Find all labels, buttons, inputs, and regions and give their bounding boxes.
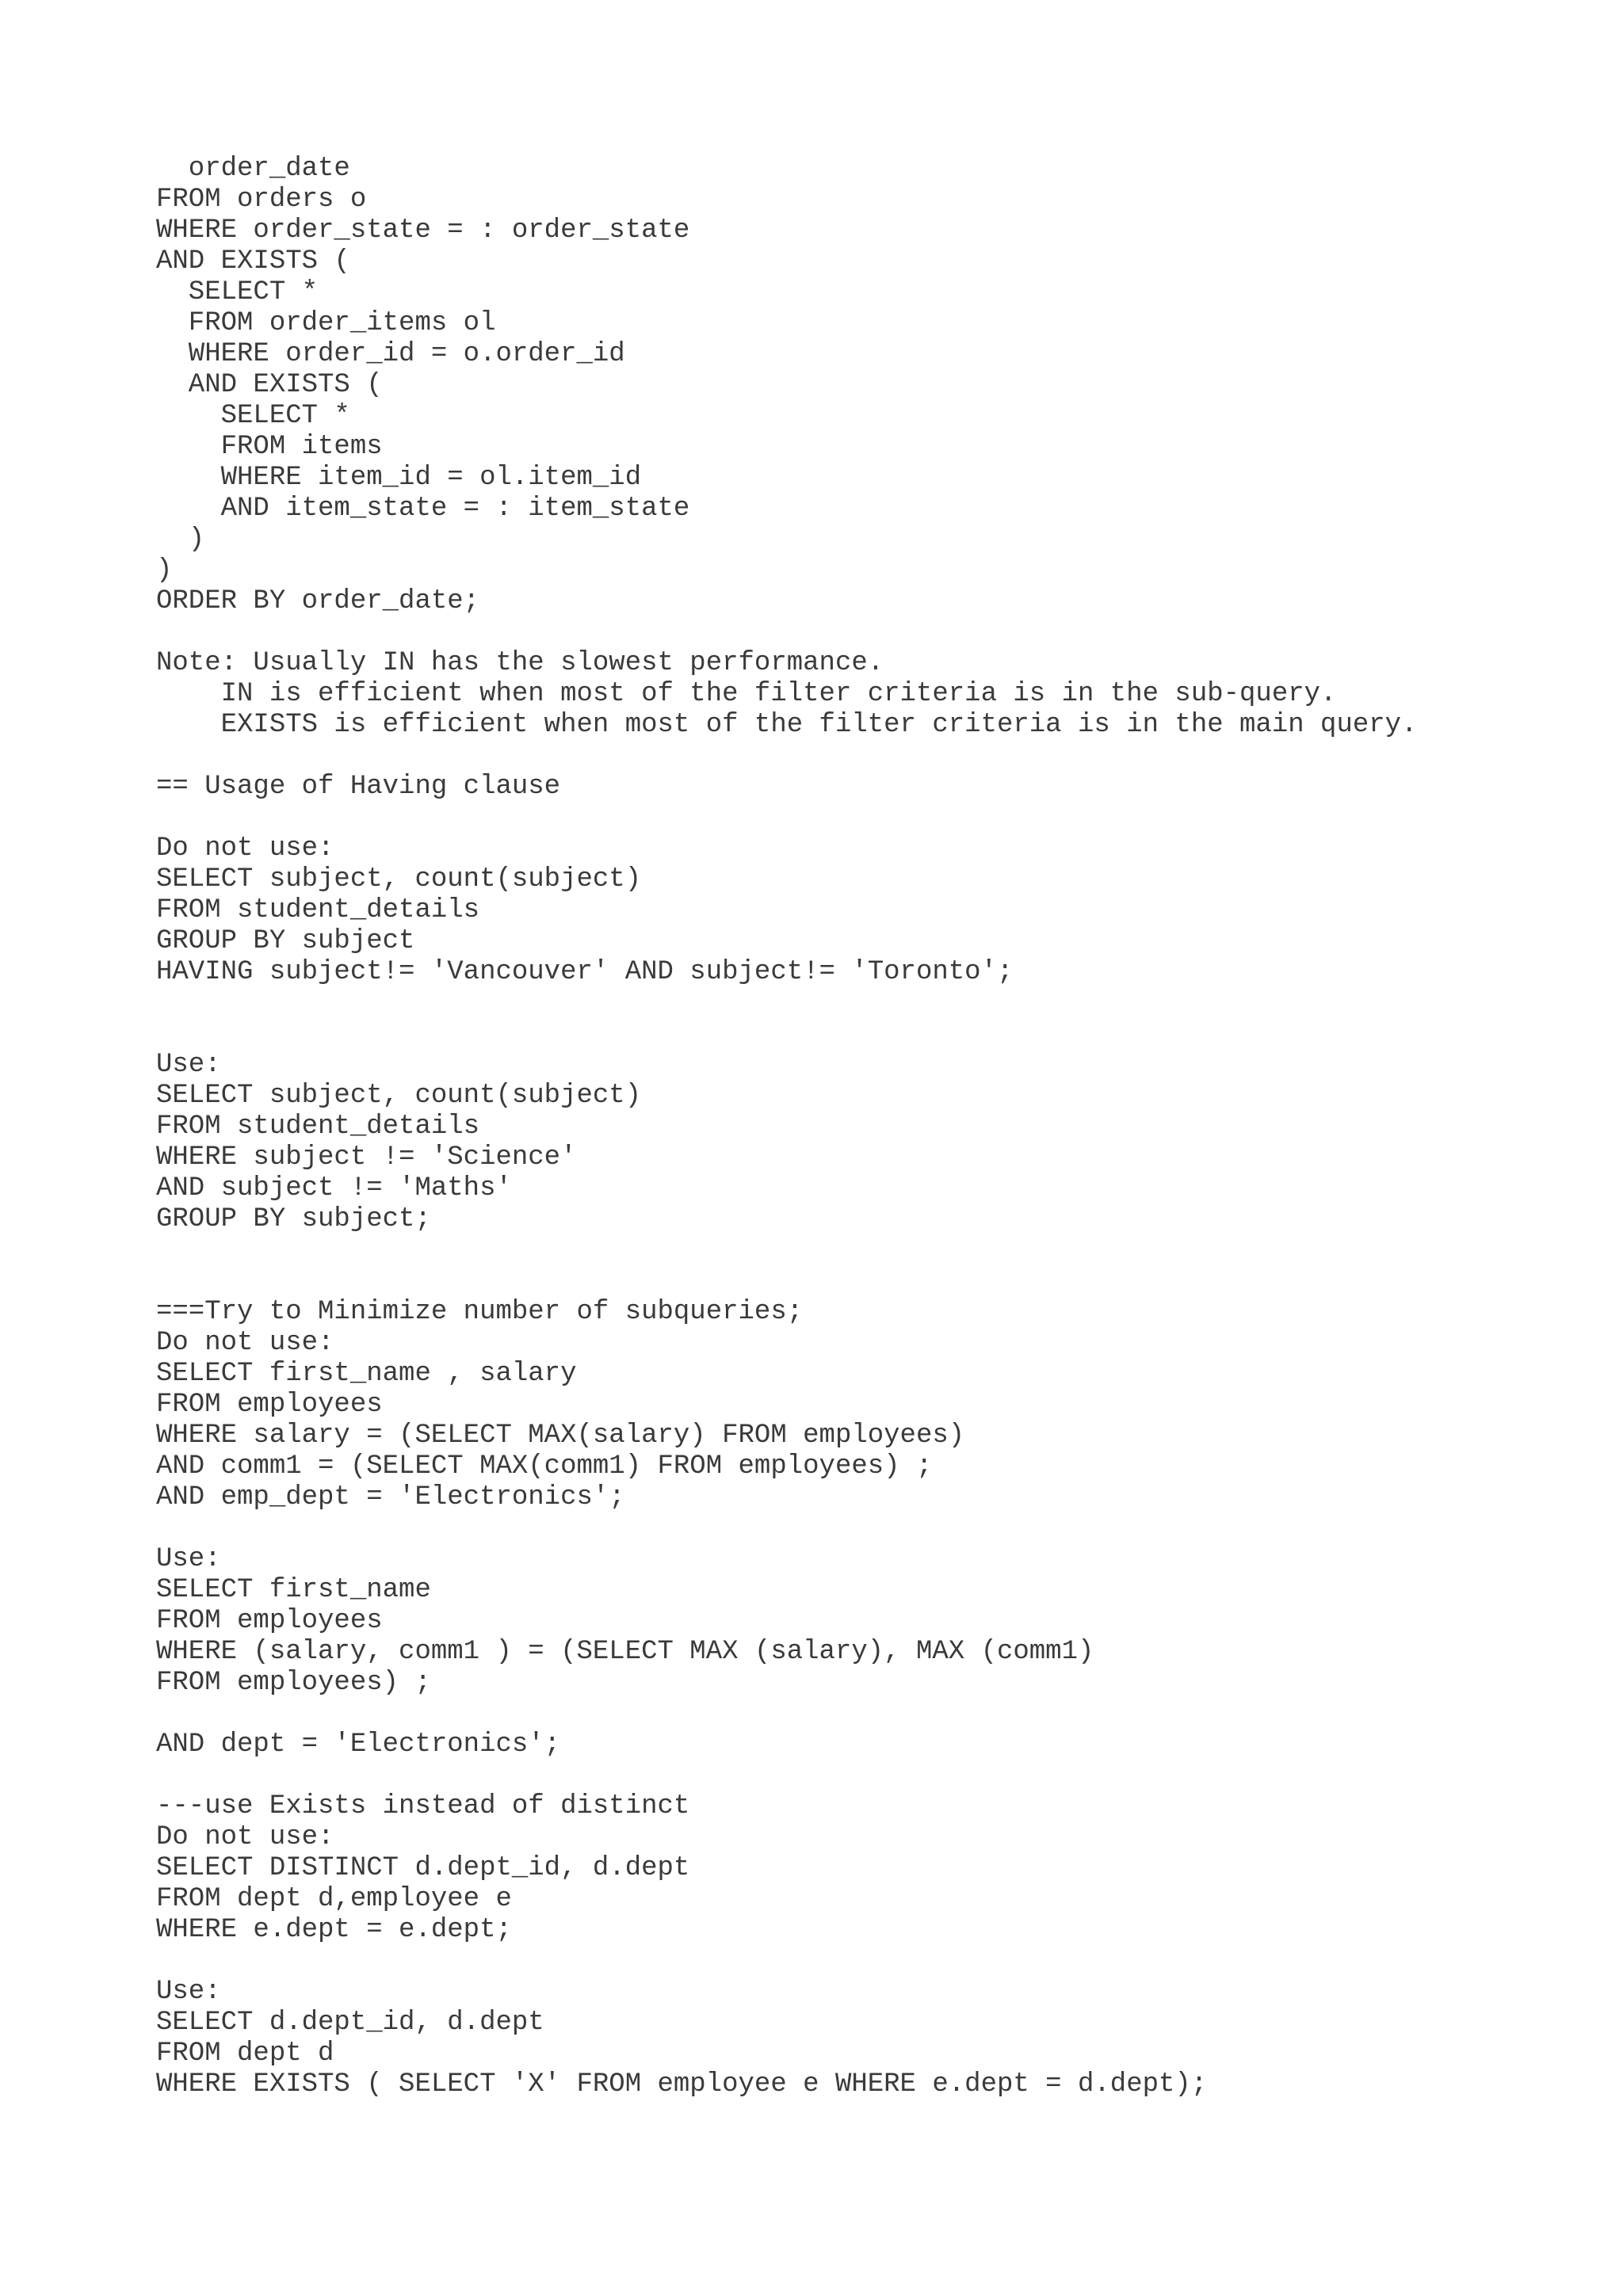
text-line: SELECT * [156,277,319,307]
text-line: Use: [156,1977,221,2007]
section-heading: == Usage of Having clause [156,772,561,802]
text-line: WHERE salary = (SELECT MAX(salary) FROM employees) [156,1421,965,1451]
note-line: Note: Usually IN has the slowest performance. [156,648,884,678]
text-line: Use: [156,1544,221,1574]
blank-line [156,617,1583,648]
text-line: FROM items [156,432,383,462]
text-line: SELECT first_name , salary [156,1359,577,1389]
text-line: FROM order_items ol [156,308,496,338]
text-line: FROM employees [156,1390,383,1420]
text-line: order_date [156,154,350,184]
text-line: FROM dept d,employee e [156,1884,512,1914]
text-line: AND item_state = : item_state [156,494,690,524]
blank-line [156,1760,1583,1791]
blank-line [156,1699,1583,1730]
text-line: WHERE e.dept = e.dept; [156,1915,512,1945]
blank-line [156,1235,1583,1266]
text-line: FROM student_details [156,895,480,925]
text-line: SELECT subject, count(subject) [156,1081,642,1111]
text-line: AND emp_dept = 'Electronics'; [156,1482,625,1512]
section-heading: ===Try to Minimize number of subqueries; [156,1297,804,1327]
text-line: AND subject != 'Maths' [156,1173,512,1203]
text-line: SELECT * [156,401,350,431]
text-line: SELECT d.dept_id, d.dept [156,2008,544,2038]
text-line: AND comm1 = (SELECT MAX(comm1) FROM employees) ; [156,1451,933,1482]
section-heading: ---use Exists instead of distinct [156,1791,690,1821]
text-line: Do not use: [156,1822,334,1852]
text-line: WHERE order_state = : order_state [156,215,690,246]
text-line: FROM employees) ; [156,1668,431,1698]
text-line: WHERE item_id = ol.item_id [156,463,642,493]
blank-line [156,803,1583,833]
text-line: ) [156,524,205,555]
text-line: GROUP BY subject; [156,1204,431,1234]
document-body [156,154,1583,2100]
text-line: AND EXISTS ( [156,246,350,277]
text-line: Do not use: [156,1328,334,1358]
text-line: ) [156,555,173,585]
text-line: WHERE order_id = o.order_id [156,339,625,369]
text-line: WHERE (salary, comm1 ) = (SELECT MAX (salary), MAX (comm1) [156,1637,1094,1667]
blank-line [156,1019,1583,1050]
text-line: WHERE subject != 'Science' [156,1142,577,1173]
text-line: Use: [156,1050,221,1080]
text-line: FROM student_details [156,1112,480,1142]
note-line: EXISTS is efficient when most of the filter criteria is in the main query. [156,710,1418,740]
blank-line [156,1946,1583,1977]
text-line: WHERE EXISTS ( SELECT 'X' FROM employee e WHERE e.dept = d.dept); [156,2069,1208,2100]
text-line: FROM employees [156,1606,383,1636]
text-line: SELECT DISTINCT d.dept_id, d.dept [156,1853,690,1883]
text-line: HAVING subject!= 'Vancouver' AND subject!= 'Toronto'; [156,957,1014,987]
blank-line [156,1513,1583,1544]
text-line: AND dept = 'Electronics'; [156,1730,561,1760]
text-line: ORDER BY order_date; [156,586,480,616]
text-line: FROM dept d [156,2039,334,2069]
text-line: Do not use: [156,833,334,864]
blank-line [156,988,1583,1019]
text-line: AND EXISTS ( [156,370,383,400]
text-line: GROUP BY subject [156,926,415,956]
blank-line [156,741,1583,772]
text-line: SELECT first_name [156,1575,431,1605]
blank-line [156,1266,1583,1297]
text-line: SELECT subject, count(subject) [156,864,642,894]
note-line: IN is efficient when most of the filter criteria is in the sub-query. [156,679,1337,709]
text-line: FROM orders o [156,185,367,215]
